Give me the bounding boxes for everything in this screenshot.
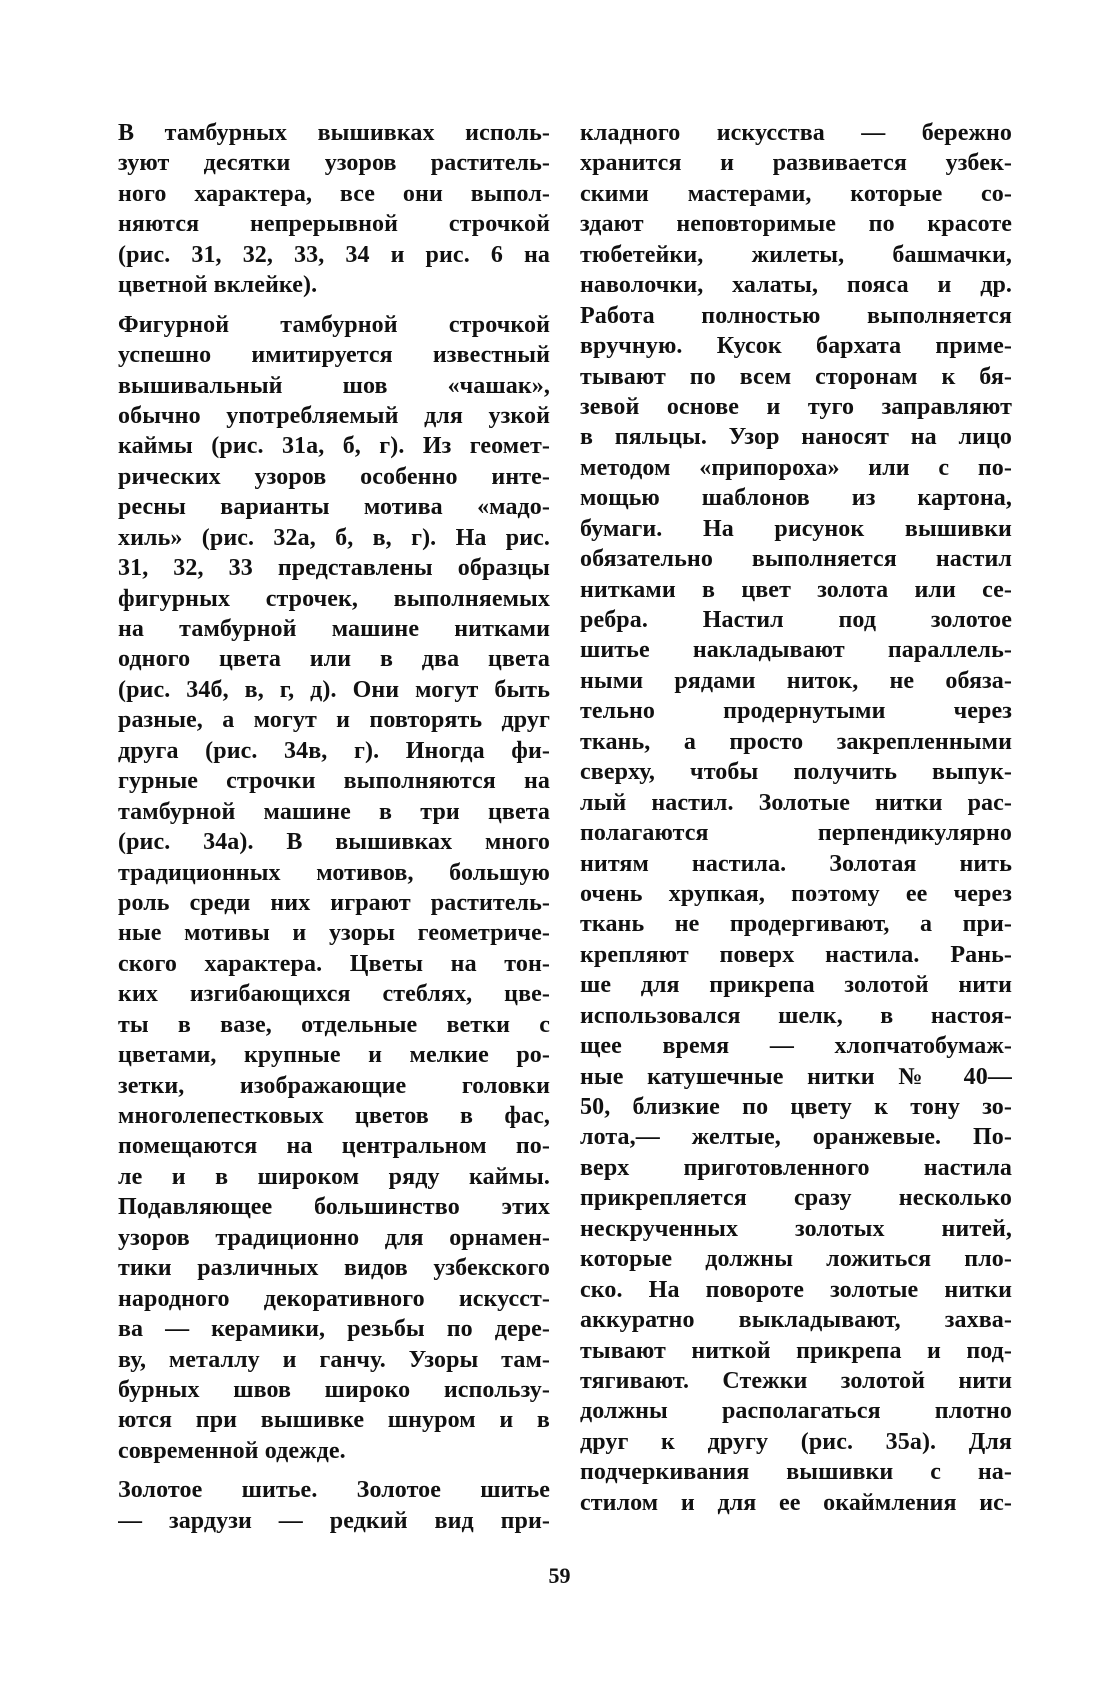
text-line: В тамбурных вышивках исполь-: [118, 120, 550, 146]
text-line: цветами, крупные и мелкие ро-: [118, 1042, 550, 1069]
text-line: ского характера. Цветы на тон-: [118, 950, 550, 977]
text-line: лота,— желтые, оранжевые. По-: [580, 1124, 1012, 1151]
text-line: крепляют поверх настила. Рань-: [580, 941, 1012, 968]
text-line: многолепестковых цветов в фас,: [118, 1103, 550, 1129]
text-line: нескрученных золотых нитей,: [580, 1215, 1012, 1242]
text-line: лый настил. Золотые нитки рас-: [580, 789, 1012, 816]
text-line: фигурных строчек, выполняемых: [118, 585, 550, 612]
text-line: ва — керамики, резьбы по дере-: [118, 1316, 550, 1343]
text-line: тывают ниткой прикрепа и под-: [580, 1337, 1012, 1364]
text-line: ле и в широком ряду каймы.: [118, 1163, 550, 1190]
text-line: ные катушечные нитки № 40—: [580, 1063, 1012, 1090]
text-line: помещаются на центральном по-: [118, 1133, 550, 1160]
text-line: успешно имитируется известный: [118, 342, 550, 369]
text-line: мощью шаблонов из картона,: [580, 485, 1012, 512]
left-column: [118, 118, 550, 1536]
text-line: Фигурной тамбурной строчкой: [118, 311, 550, 338]
text-line: ты в вазе, отдельные ветки с: [118, 1011, 550, 1038]
text-line: хранится и развивается узбек-: [580, 150, 1012, 177]
text-line: шитье накладывают параллель-: [580, 637, 1012, 664]
text-line: рических узоров особенно инте-: [118, 463, 550, 490]
text-line: няются непрерывной строчкой: [118, 211, 550, 238]
text-line: наволочки, халаты, пояса и др.: [580, 272, 1012, 299]
text-line: Подавляющее большинство этих: [118, 1194, 550, 1221]
text-line: вручную. Кусок бархата приме-: [580, 333, 1012, 360]
text-line: 50, близкие по цвету к тону зо-: [580, 1094, 1012, 1120]
text-line: (рис. 31, 32, 33, 34 и рис. 6 на: [118, 241, 550, 268]
text-line: тики различных видов узбекского: [118, 1255, 550, 1282]
paragraph-gap: [118, 301, 550, 310]
text-line: вышивальный шов «чашак»,: [118, 372, 550, 399]
text-line: ткань, а просто закрепленными: [580, 728, 1012, 755]
text-line: скими мастерами, которые со-: [580, 180, 1012, 207]
text-line: полагаются перпендикулярно: [580, 820, 1012, 847]
text-line: ные мотивы и узоры геометриче-: [118, 920, 550, 947]
text-line: (рис. 34б, в, г, д). Они могут быть: [118, 676, 550, 703]
text-line: бурных швов широко использу-: [118, 1376, 550, 1403]
text-line: подчеркивания вышивки с на-: [580, 1459, 1012, 1486]
text-line: тельно продернутыми через: [580, 698, 1012, 725]
text-line: нитками в цвет золота или се-: [580, 576, 1012, 603]
text-line: узоров традиционно для орнамен-: [118, 1224, 550, 1251]
text-line: использовался шелк, в настоя-: [580, 1002, 1012, 1029]
right-column: [580, 118, 1012, 1518]
text-line: нитям настила. Золотая нить: [580, 850, 1012, 877]
text-line: тамбурной машине в три цвета: [118, 798, 550, 825]
text-line: очень хрупкая, поэтому ее через: [580, 880, 1012, 907]
text-line: на тамбурной машине нитками: [118, 616, 550, 642]
text-line: ких изгибающихся стеблях, цве-: [118, 981, 550, 1008]
text-line: традиционных мотивов, большую: [118, 859, 550, 886]
text-line: ско. На повороте золотые нитки: [580, 1276, 1012, 1303]
text-line: тывают по всем сторонам к бя-: [580, 363, 1012, 390]
text-line: ными рядами ниток, не обяза-: [580, 667, 1012, 694]
text-line: роль среди них играют раститель-: [118, 889, 550, 916]
text-line: тюбетейки, жилеты, башмачки,: [580, 241, 1012, 268]
text-line: которые должны ложиться пло-: [580, 1246, 1012, 1273]
page-number: 59: [548, 1563, 571, 1588]
text-line: одного цвета или в два цвета: [118, 646, 550, 673]
text-line: щее время — хлопчатобумаж-: [580, 1033, 1012, 1060]
text-line: зевой основе и туго заправляют: [580, 393, 1012, 420]
text-line: друг к другу (рис. 35а). Для: [580, 1428, 1012, 1455]
text-line: сверху, чтобы получить выпук-: [580, 759, 1012, 786]
text-line: бумаги. На рисунок вышивки: [580, 515, 1012, 542]
text-line: в пяльцы. Узор наносят на лицо: [580, 424, 1012, 451]
paragraph-gap: [118, 1466, 550, 1475]
text-line: прикрепляется сразу несколько: [580, 1185, 1012, 1212]
text-line: зетки, изображающие головки: [118, 1072, 550, 1099]
text-line: ткань не продергивают, а при-: [580, 911, 1012, 938]
text-line: народного декоративного искусст-: [118, 1285, 550, 1312]
text-line: ребра. Настил под золотое: [580, 607, 1012, 633]
text-line: хиль» (рис. 32а, б, в, г). На рис.: [118, 524, 550, 551]
text-line: ного характера, все они выпол-: [118, 180, 550, 207]
text-line: ресны варианты мотива «мадо-: [118, 494, 550, 521]
text-line: современной одежде.: [118, 1437, 346, 1464]
text-line: кладного искусства — бережно: [580, 120, 1012, 146]
text-line: гурные строчки выполняются на: [118, 768, 550, 795]
text-line: (рис. 34а). В вышивках много: [118, 829, 550, 856]
text-line: методом «припороха» или с по-: [580, 454, 1012, 481]
text-line: ше для прикрепа золотой нити: [580, 972, 1012, 999]
text-line: стилом и для ее окаймления ис-: [580, 1489, 1012, 1516]
text-line: здают неповторимые по красоте: [580, 211, 1012, 238]
text-line: обычно употребляемый для узкой: [118, 402, 550, 429]
text-line: должны располагаться плотно: [580, 1398, 1012, 1425]
text-line: Золотое шитье. Золотое шитье: [118, 1477, 550, 1504]
text-line: аккуратно выкладывают, захва-: [580, 1307, 1012, 1334]
text-line: ву, металлу и ганчу. Узоры там-: [118, 1346, 550, 1373]
text-line: Работа полностью выполняется: [580, 302, 1012, 329]
text-line: 31, 32, 33 представлены образцы: [118, 555, 550, 582]
text-line: зуют десятки узоров раститель-: [118, 150, 550, 177]
text-line: каймы (рис. 31а, б, г). Из геомет-: [118, 433, 550, 460]
text-line: цветной вклейке).: [118, 272, 318, 299]
text-line: верх приготовленного настила: [580, 1154, 1012, 1181]
text-line: ются при вышивке шнуром и в: [118, 1407, 550, 1434]
text-line: тягивают. Стежки золотой нити: [580, 1367, 1012, 1394]
text-line: разные, а могут и повторять друг: [118, 707, 550, 734]
text-line: друга (рис. 34в, г). Иногда фи-: [118, 737, 550, 764]
text-line: — зардузи — редкий вид при-: [118, 1507, 550, 1534]
text-line: обязательно выполняется настил: [580, 546, 1012, 573]
